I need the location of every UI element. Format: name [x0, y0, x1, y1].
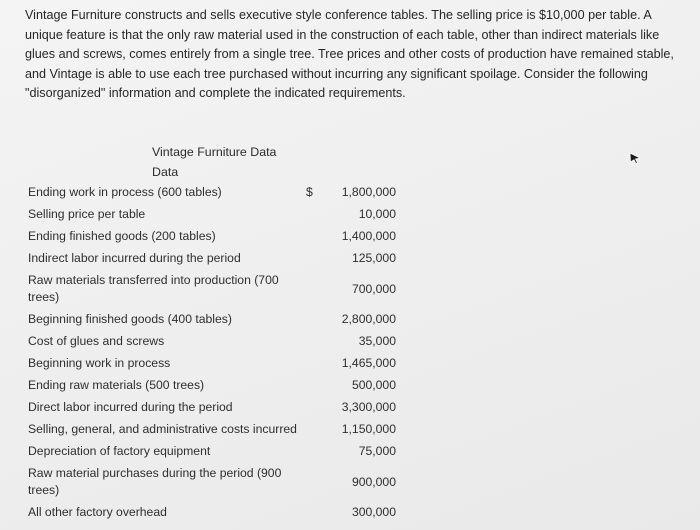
table-row — [28, 374, 408, 396]
row-label: Cost of glues and screws — [28, 333, 165, 348]
row-label: Selling price per table — [28, 206, 146, 221]
table-row — [28, 396, 408, 418]
row-value: 900,000 — [351, 474, 396, 489]
table-subtitle: Data — [152, 165, 179, 179]
table-row — [28, 181, 408, 203]
row-label: Selling, general, and administrative costs incurred — [28, 421, 297, 436]
row-value: 10,000 — [358, 207, 396, 221]
table-row — [28, 203, 408, 225]
data-table — [28, 181, 408, 523]
row-label: Beginning finished goods (400 tables) — [28, 311, 232, 326]
problem-statement: Vintage Furniture constructs and sells executive style conference tables. The selling price is $10,000 per table. A unique feature is that the only raw material used in the construction of each table, other than indirect materials like glues and screws, comes entirely from a single tree. Tree prices and other costs of production have remained stable, and Vintage is able to use each tree purchased without incurring any significant spoilage. Consider the following "disorganized" information and complete the indicated requirements. — [25, 8, 674, 100]
row-label: Raw material purchases during the period (900 trees) — [28, 465, 282, 497]
row-label: Ending raw materials (500 trees) — [28, 377, 205, 392]
row-value: 1,400,000 — [341, 229, 396, 243]
row-label: Ending work in process (600 tables) — [28, 184, 222, 199]
table-row — [28, 330, 408, 352]
row-label: Depreciation of factory equipment — [28, 443, 211, 458]
table-row — [28, 462, 408, 501]
table-row — [28, 418, 408, 440]
row-label: Ending finished goods (200 tables) — [28, 228, 216, 243]
table-row — [28, 501, 408, 523]
row-value: 1,150,000 — [341, 422, 396, 436]
table-row — [28, 269, 408, 308]
row-value: 75,000 — [358, 444, 396, 458]
currency-symbol: $ — [306, 185, 313, 199]
row-value: 2,800,000 — [341, 312, 396, 326]
row-label: Beginning work in process — [28, 355, 171, 370]
table-row — [28, 440, 408, 462]
row-value: 1,800,000 — [341, 185, 396, 199]
row-value: 35,000 — [358, 334, 396, 348]
row-label: Direct labor incurred during the period — [28, 399, 233, 414]
row-value: 500,000 — [351, 378, 396, 392]
row-value: 3,300,000 — [341, 400, 396, 414]
row-value: 700,000 — [351, 281, 396, 296]
mouse-pointer-icon — [628, 150, 642, 166]
table-row — [28, 352, 408, 374]
table-row — [28, 308, 408, 330]
row-label: All other factory overhead — [28, 504, 167, 519]
table-title: Vintage Furniture Data — [152, 145, 277, 159]
row-value: 1,465,000 — [341, 356, 396, 370]
row-value: 300,000 — [351, 505, 396, 519]
table-row — [28, 225, 408, 247]
table-row — [28, 247, 408, 269]
row-value: 125,000 — [351, 251, 396, 265]
row-label: Indirect labor incurred during the period — [28, 250, 241, 265]
row-label: Raw materials transferred into production (700 trees) — [28, 272, 279, 304]
